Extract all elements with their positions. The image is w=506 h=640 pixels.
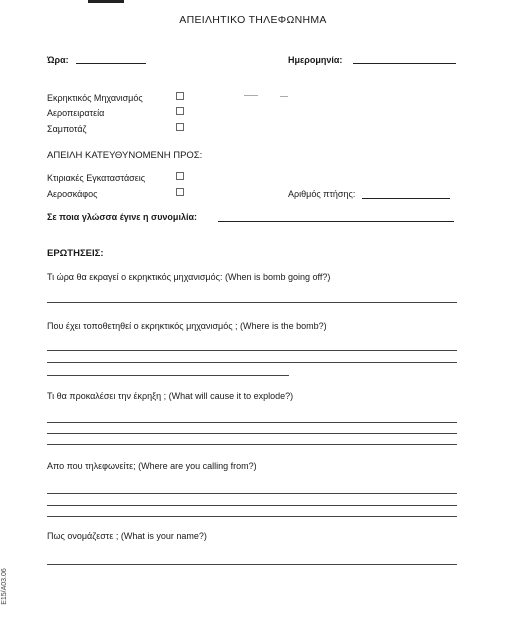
time-label: Ώρα: bbox=[47, 55, 69, 65]
answer-line-1[interactable] bbox=[47, 302, 457, 303]
question-1: Τι ώρα θα εκραγεί ο εκρηκτικός μηχανισμός: (When is bomb going off?) bbox=[47, 272, 331, 282]
scan-edge-mark bbox=[88, 0, 124, 3]
answer-line-2b[interactable] bbox=[47, 362, 457, 363]
threat-type-checkbox-bomb[interactable] bbox=[176, 92, 184, 100]
answer-line-4b[interactable] bbox=[47, 505, 457, 506]
target-label-aircraft: Αεροσκάφος bbox=[47, 189, 98, 199]
answer-line-4c[interactable] bbox=[47, 516, 457, 517]
time-field[interactable] bbox=[76, 63, 146, 64]
form-title: ΑΠΕΙΛΗΤΙΚΟ ΤΗΛΕΦΩΝΗΜΑ bbox=[179, 14, 327, 26]
answer-line-2a[interactable] bbox=[47, 350, 457, 351]
flight-number-label: Αριθμός πτήσης: bbox=[288, 189, 356, 199]
language-label: Σε ποια γλώσσα έγινε η συνομιλία: bbox=[47, 212, 197, 222]
threat-type-checkbox-sabotage[interactable] bbox=[176, 123, 184, 131]
answer-line-3a[interactable] bbox=[47, 422, 457, 423]
scan-speck bbox=[280, 96, 288, 97]
threat-type-label-hijack: Αεροπειρατεία bbox=[47, 108, 105, 118]
target-label-buildings: Κτιριακές Εγκαταστάσεις bbox=[47, 173, 146, 183]
target-checkbox-buildings[interactable] bbox=[176, 172, 184, 180]
answer-line-5[interactable] bbox=[47, 564, 457, 565]
target-checkbox-aircraft[interactable] bbox=[176, 188, 184, 196]
question-4: Απο που τηλεφωνείτε; (Where are you calling from?) bbox=[47, 461, 257, 471]
date-field[interactable] bbox=[353, 63, 456, 64]
answer-line-3c[interactable] bbox=[47, 444, 457, 445]
threat-type-label-sabotage: Σαμποτάζ bbox=[47, 124, 87, 134]
threat-type-label-bomb: Εκρηκτικός Μηχανισμός bbox=[47, 93, 143, 103]
threat-type-checkbox-hijack[interactable] bbox=[176, 107, 184, 115]
scan-speck bbox=[244, 95, 258, 96]
question-5: Πως ονομάζεστε ; (What is your name?) bbox=[47, 531, 207, 541]
answer-line-4a[interactable] bbox=[47, 493, 457, 494]
questions-heading: ΕΡΩΤΗΣΕΙΣ: bbox=[47, 248, 104, 259]
flight-number-field[interactable] bbox=[362, 198, 450, 199]
directed-heading: ΑΠΕΙΛΗ ΚΑΤΕΥΘΥΝΟΜΕΝΗ ΠΡΟΣ: bbox=[47, 150, 203, 161]
answer-line-2c[interactable] bbox=[47, 375, 289, 376]
date-label: Ημερομηνία: bbox=[288, 55, 343, 65]
language-field[interactable] bbox=[218, 221, 454, 222]
form-code: E15/A03.06 bbox=[0, 568, 8, 605]
answer-line-3b[interactable] bbox=[47, 433, 457, 434]
question-3: Τι θα προκαλέσει την έκρηξη ; (What will cause it to explode?) bbox=[47, 391, 294, 401]
question-2: Που έχει τοποθετηθεί ο εκρηκτικός μηχανισμός ; (Where is the bomb?) bbox=[47, 321, 327, 331]
